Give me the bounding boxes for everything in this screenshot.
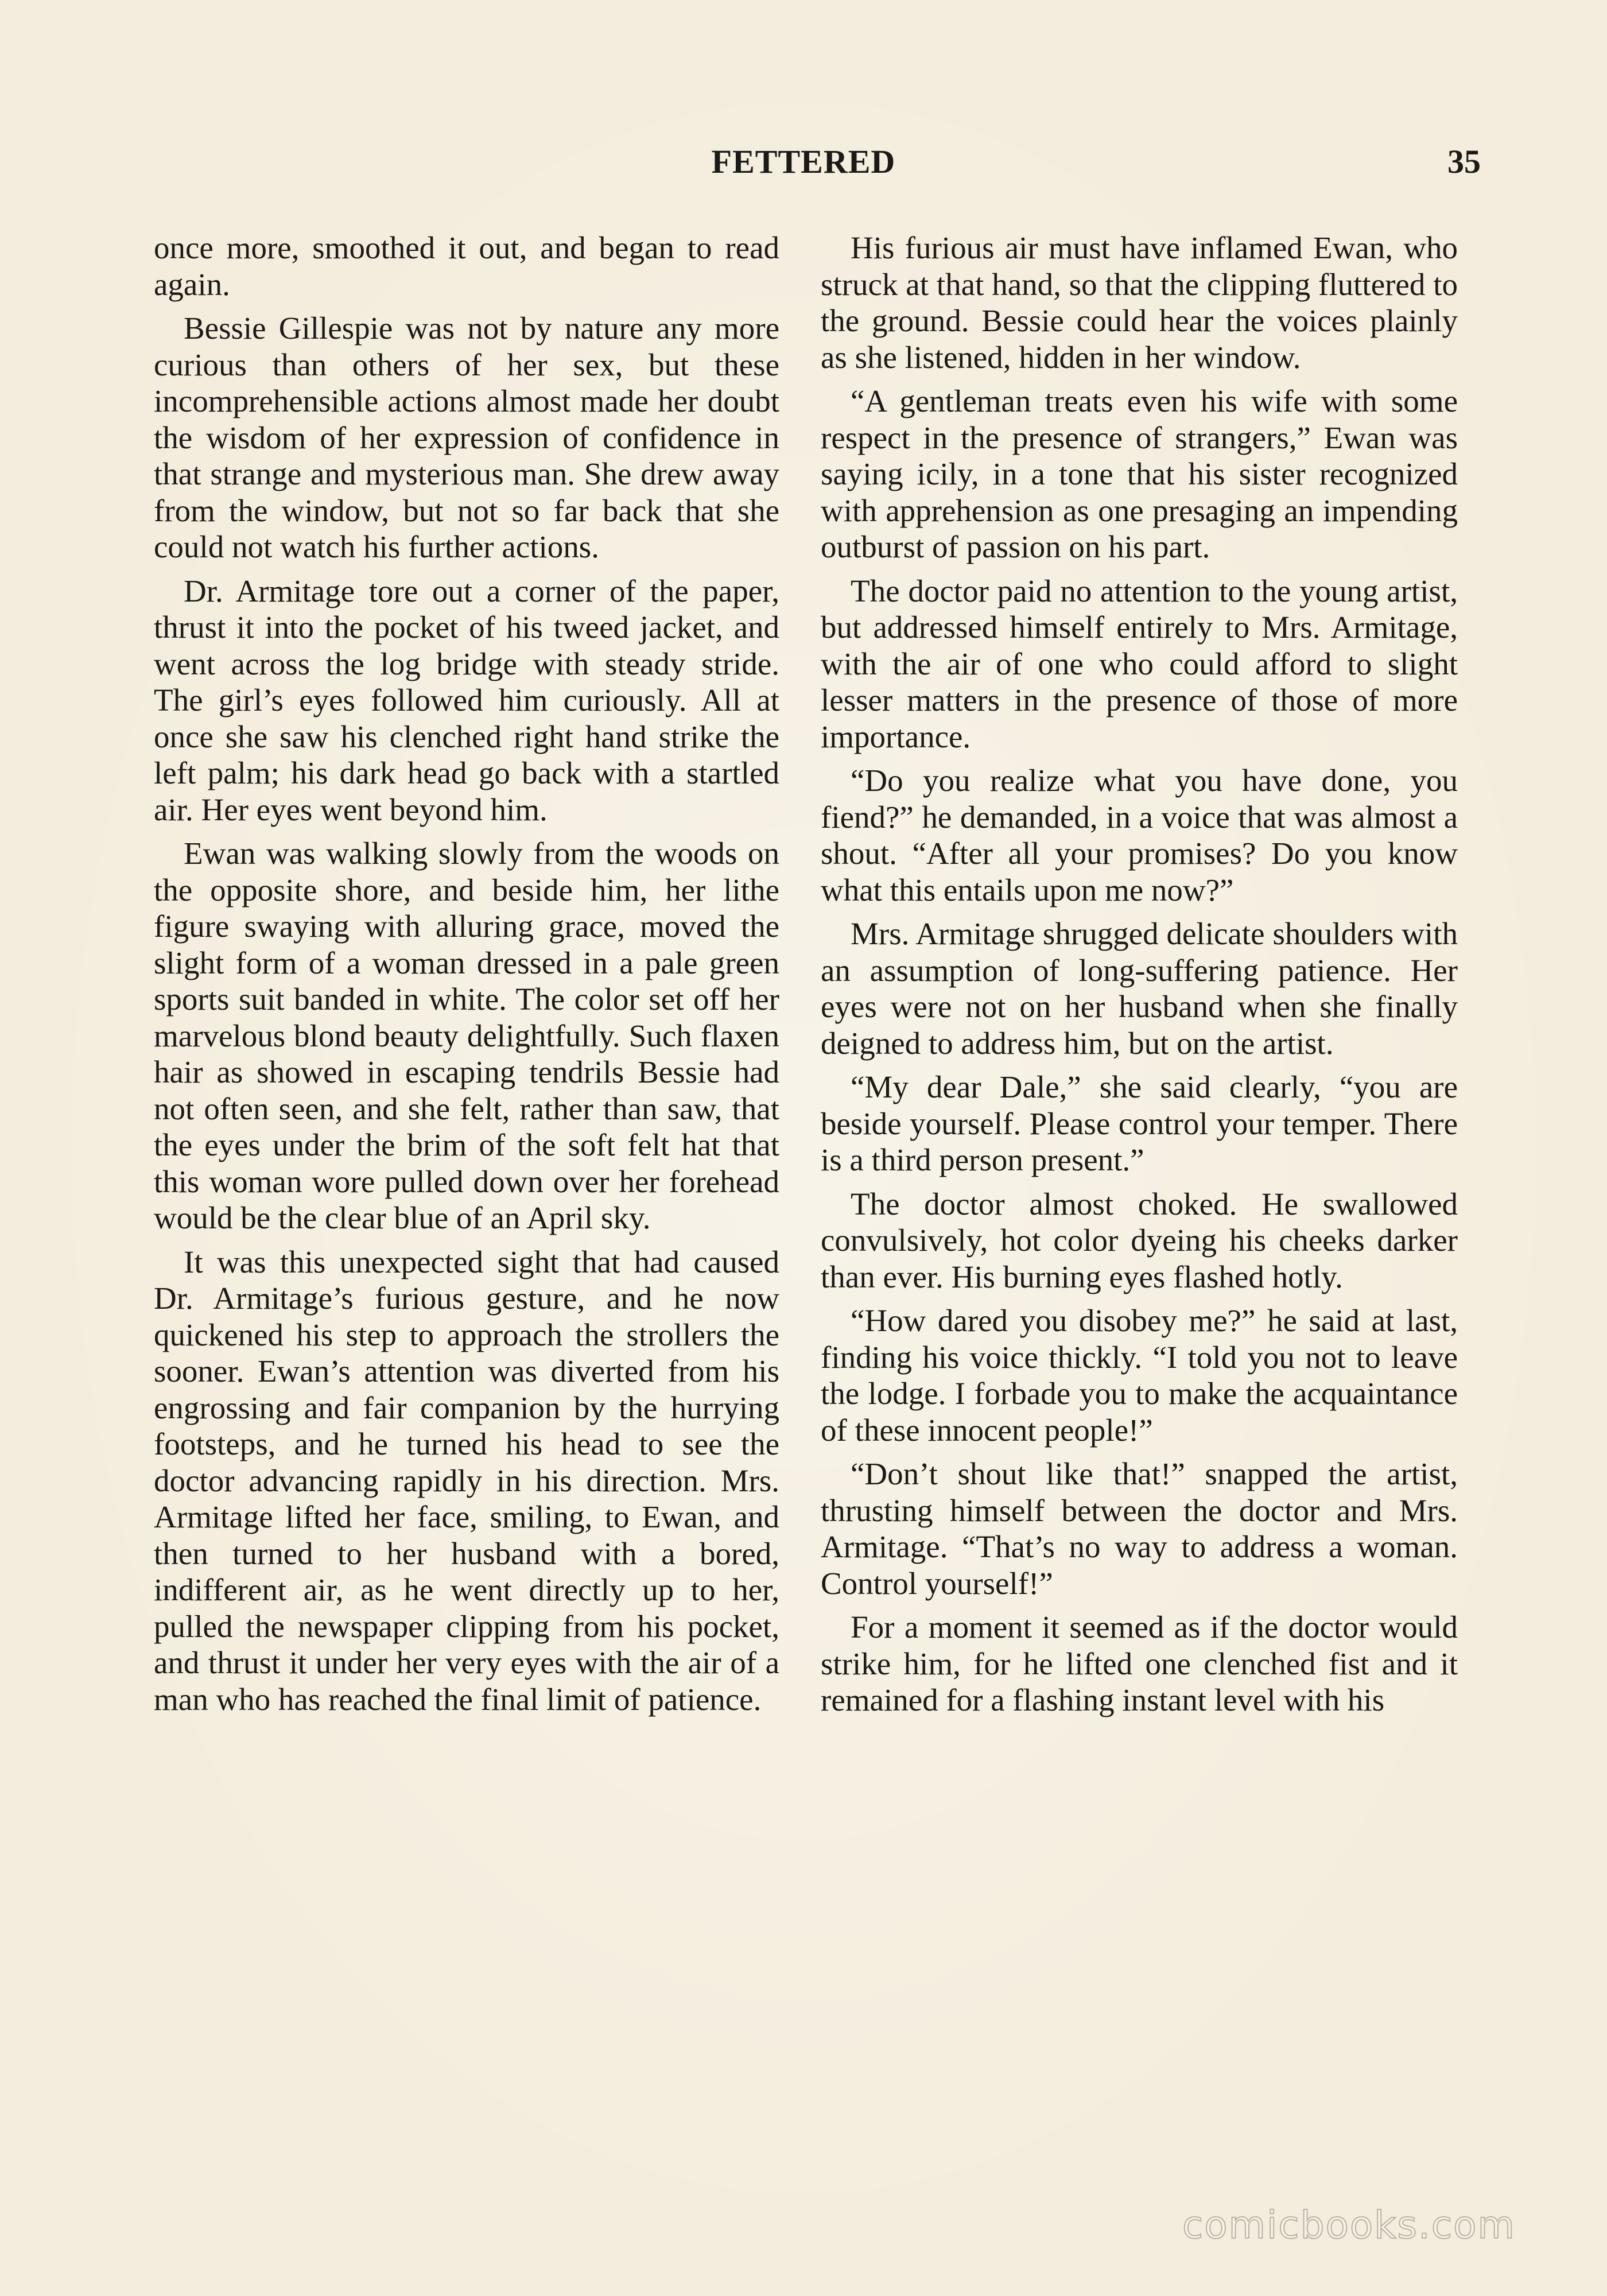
paragraph: Ewan was walking slowly from the woods on the opposite shore, and beside him, her lithe figure swaying with alluring grace, moved the slight form of a woman dressed in a pale green sports suit banded in white. The color set off her marvelous blond beauty delightfully. Such flaxen hair as showed in escaping tendrils Bessie had not often seen, and she felt, rather than saw, that the eyes under the brim of the soft felt hat that this woman wore pulled down over her forehead would be the clear blue of an April sky. [154,836,779,1235]
paragraph: For a moment it seemed as if the doctor would strike him, for he lifted one clenched fist and it remained for a flashing instant level with his [821,1609,1458,1717]
paragraph: “Don’t shout like that!” snapped the artist, thrusting himself between the doctor and Mrs. Armitage. “That’s no way to address a woman. Control yourself!” [821,1456,1458,1601]
paragraph: The doctor paid no attention to the young artist, but addressed himself entirely to Mrs. Armitage, with the air of one who could afford to slight lesser matters in the presence of those of more importance. [821,573,1458,754]
paragraph: “My dear Dale,” she said clearly, “you are beside yourself. Please control your temper. There is a third person present.” [821,1069,1458,1177]
paragraph: “Do you realize what you have done, you fiend?” he demanded, in a voice that was almost a shout. “After all your promises? Do you know what this entails upon me now?” [821,763,1458,907]
page-number: 35 [1447,143,1481,180]
paragraph: Bessie Gillespie was not by nature any more curious than others of her sex, but these incomprehensible actions almost made her doubt the wisdom of her expression of confidence in that strange and mysterious man. She drew away from the window, but not so far back that she could not watch his further actions. [154,311,779,564]
text-column-left [154,230,779,1725]
paragraph: once more, smoothed it out, and began to read again. [154,230,779,302]
paragraph: The doctor almost choked. He swallowed convulsively, hot color dyeing his cheeks darker than ever. His burning eyes flashed hotly. [821,1186,1458,1294]
running-title: FETTERED [711,143,896,180]
paragraph: “How dared you disobey me?” he said at last, finding his voice thickly. “I told you not to leave the lodge. I forbade you to make the acquaintance of these innocent people!” [821,1303,1458,1448]
paragraph: His furious air must have inflamed Ewan, who struck at that hand, so that the clipping fluttered to the ground. Bessie could hear the voices plainly as she listened, hidden in her window. [821,230,1458,375]
paragraph: Dr. Armitage tore out a corner of the paper, thrust it into the pocket of his tweed jacket, and went across the log bridge with steady stride. The girl’s eyes followed him curiously. All at once she saw his clenched right hand strike the left palm; his dark head go back with a startled air. Her eyes went beyond him. [154,573,779,827]
watermark: comicbooks.com [1182,2203,1516,2247]
paragraph: “A gentleman treats even his wife with some respect in the presence of strangers,” Ewan was saying icily, in a tone that his sister recognized with apprehension as one presaging an impending outburst of passion on his part. [821,383,1458,564]
paragraph: Mrs. Armitage shrugged delicate shoulders with an assumption of long-suffering patience. Her eyes were not on her husband when she finally deigned to address him, but on the artist. [821,916,1458,1061]
paragraph: It was this unexpected sight that had caused Dr. Armitage’s furious gesture, and he now quickened his step to approach the strollers the sooner. Ewan’s attention was diverted from his engrossing and fair companion by the hurrying footsteps, and he turned his head to see the doctor advancing rapidly in his direction. Mrs. Armitage lifted her face, smiling, to Ewan, and then turned to her husband with a bored, indifferent air, as he went directly up to her, pulled the newspaper clipping from his pocket, and thrust it under her very eyes with the air of a man who has reached the final limit of patience. [154,1244,779,1717]
text-column-right [821,230,1458,1726]
